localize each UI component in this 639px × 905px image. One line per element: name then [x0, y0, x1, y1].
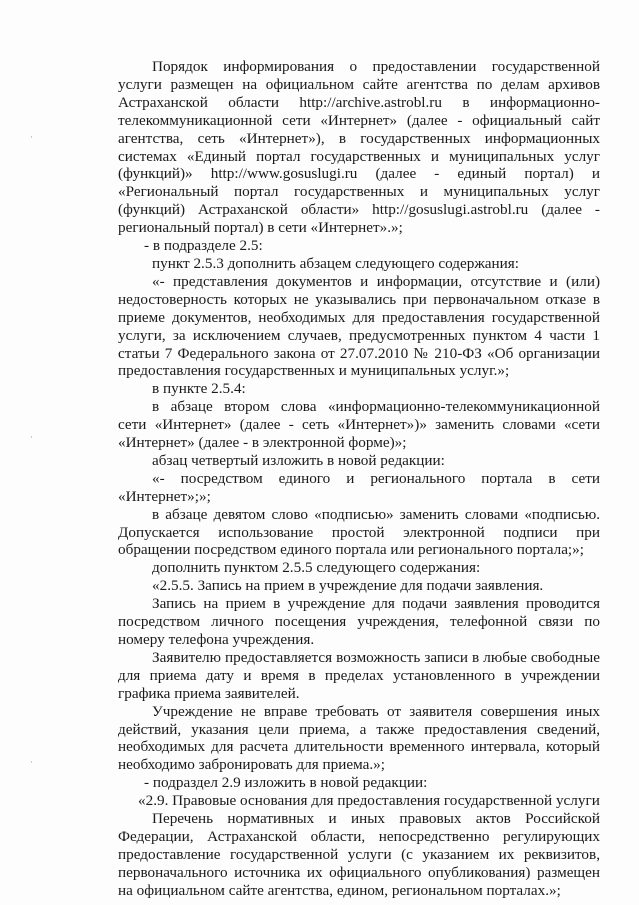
- paragraph: Заявителю предоставляется возможность записи в любые свободные для приема дату и время в пределах установленного в учреждении графика приема заявителей.: [118, 648, 600, 702]
- paragraph: дополнить пунктом 2.5.5 следующего содержания:: [152, 559, 481, 577]
- paragraph: «- посредством единого и регионального портала в сети «Интернет»;»;: [118, 469, 600, 505]
- paragraph: абзац четвертый изложить в новой редакции:: [152, 451, 445, 469]
- paragraph: Учреждение не вправе требовать от заявителя совершения иных действий, указания цели приема, а также предоставления сведений, необходимых для расчета длительности временного интервала, который необходимо забронировать для приема.»;: [118, 702, 600, 774]
- paragraph: - в подразделе 2.5:: [144, 237, 263, 255]
- paragraph: «- представления документов и информации, отсутствие и (или) недостоверность которых не указывались при первоначальном отказе в приеме документов, необходимых для предоставления государственной услуги, за исключением случаев, предусмотренных пунктом 4 части 1 статьи 7 Федерального закона от 27.07.2010 № 210-ФЗ «Об организации предоставления государственных и муниципальных услуг.»;: [118, 272, 600, 380]
- paragraph: в пункте 2.5.4:: [152, 380, 246, 398]
- section-heading: «2.9. Правовые основания для предоставления государственной услуги: [138, 792, 600, 810]
- scan-mark: ·: [30, 758, 33, 768]
- paragraph: в абзаце девятом слово «подписью» заменить словами «подписью. Допускается использование простой электронной подписи при обращении посредством единого портала или регионального портала;»;: [118, 505, 600, 559]
- paragraph: Запись на прием в учреждение для подачи заявления проводится посредством личного посещения учреждения, телефонной связи по номеру телефона учреждения.: [118, 595, 600, 648]
- paragraph: в абзаце втором слова «информационно-телекоммуникационной сети «Интернет» (далее - сеть «Интернет»)» заменить словами «сети «Интернет» (далее - в электронной форме)»;: [118, 398, 600, 452]
- paragraph: «2.5.5. Запись на прием в учреждение для подачи заявления.: [152, 577, 544, 595]
- paragraph: пункт 2.5.3 дополнить абзацем следующего содержания:: [152, 254, 520, 272]
- paragraph: - подраздел 2.9 изложить в новой редакции:: [144, 774, 428, 792]
- scan-mark: ·: [30, 133, 33, 143]
- paragraph: Порядок информирования о предоставлении государственной услуги размещен на официальном сайте агентства по делам архивов Астраханской области http://archive.astrobl.ru в информационно-телекоммуникационной сети «Интернет» (далее - официальный сайт агентства, сеть «Интернет»), в государственных информационных системах «Единый портал государственных и муниципальных услуг (функций)» http://www.gosuslugi.ru (далее - единый портал) и «Региональный портал государственных и муниципальных услуг (функций) Астраханской области» http://gosuslugi.astrobl.ru (далее - региональный портал) в сети «Интернет».»;: [118, 58, 600, 237]
- scan-mark: ·: [30, 433, 33, 443]
- document-body: [118, 58, 600, 900]
- paragraph: Перечень нормативных и иных правовых актов Российской Федерации, Астраханской области, непосредственно регулирующих предоставление государственной услуги (с указанием их реквизитов, первоначального источника их официального опубликования) размещен на официальном сайте агентства, едином, региональном порталах.»;: [118, 810, 600, 899]
